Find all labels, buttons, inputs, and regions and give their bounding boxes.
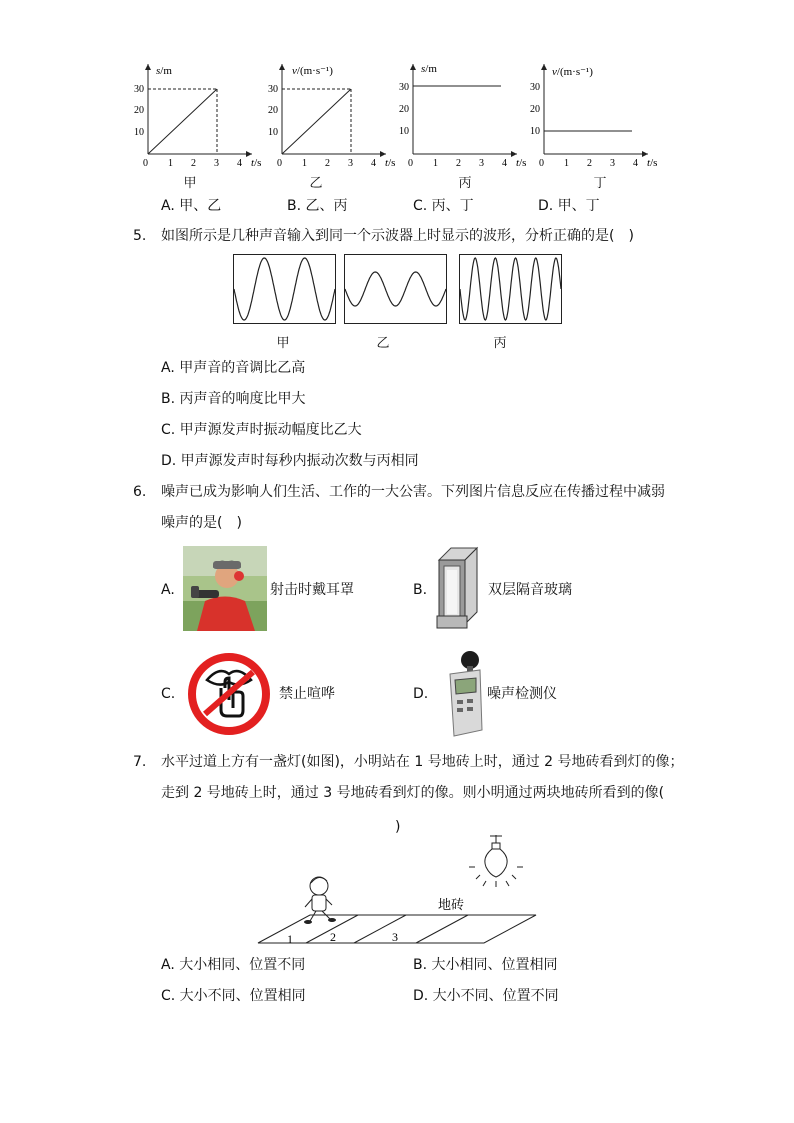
q5-option-d[interactable]: D. 甲声源发声时每秒内振动次数与丙相同 — [161, 453, 419, 469]
child-walking-icon — [304, 877, 336, 924]
ytick: 20 — [268, 105, 278, 116]
q6-option-a-letter[interactable]: A. — [161, 582, 175, 598]
sound-level-meter-icon — [436, 650, 486, 740]
svg-text:t/s — [251, 157, 261, 169]
ytick: 20 — [134, 105, 144, 116]
q6-number: 6. — [133, 484, 147, 500]
q5-number: 5. — [133, 228, 147, 244]
wave-label-yi: 乙 — [376, 336, 390, 351]
q6-option-d-letter[interactable]: D. — [413, 686, 429, 702]
ytick: 10 — [530, 126, 540, 137]
svg-text:v/(m·s⁻¹) — [552, 66, 593, 78]
xtick: 0 — [277, 158, 282, 169]
graph-label-yi: 乙 — [309, 176, 323, 191]
q4-graphs — [130, 58, 670, 188]
xtick: 2 — [456, 158, 461, 169]
svg-text:s/m — [156, 65, 172, 77]
graph-label-jia: 甲 — [183, 176, 197, 191]
graph-bing — [399, 63, 526, 169]
ylabel-var: s — [421, 63, 426, 75]
q6-option-b-letter[interactable]: B. — [413, 582, 428, 598]
xlabel-unit: /s — [388, 157, 396, 169]
q4-option-d[interactable]: D. 甲、丁 — [538, 198, 600, 214]
q4-option-b[interactable]: B. 乙、丙 — [287, 198, 348, 214]
xlabel-var: t — [385, 157, 389, 169]
tile-number: 1 — [287, 932, 293, 946]
xtick: 2 — [325, 158, 330, 169]
xlabel-var: t — [516, 157, 520, 169]
q5-option-b[interactable]: B. 丙声音的响度比甲大 — [161, 391, 306, 407]
q5-option-a[interactable]: A. 甲声音的音调比乙高 — [161, 360, 306, 376]
floor-tile-label: 地砖 — [438, 897, 465, 912]
ytick: 20 — [399, 104, 409, 115]
q4-option-a[interactable]: A. 甲、乙 — [161, 198, 222, 214]
no-noise-sign-icon — [185, 652, 273, 736]
ylabel-var: s — [156, 65, 161, 77]
wave-label-bing: 丙 — [493, 336, 507, 351]
q6-option-b-text[interactable]: 双层隔音玻璃 — [488, 582, 572, 598]
q7-stem-line1: 水平过道上方有一盏灯(如图)，小明站在 1 号地砖上时，通过 2 号地砖看到灯的像； — [161, 754, 684, 770]
graph-label-ding: 丁 — [593, 176, 607, 191]
shooter-earmuffs-photo — [183, 546, 267, 631]
xlabel-var: t — [647, 157, 651, 169]
q4-option-c[interactable]: C. 丙、丁 — [413, 198, 474, 214]
xtick: 1 — [433, 158, 438, 169]
xlabel-var: t — [251, 157, 255, 169]
graph-label-bing: 丙 — [458, 176, 472, 191]
graph-yi — [268, 64, 395, 169]
ylabel-var: v — [292, 65, 297, 77]
tile-number: 2 — [330, 930, 336, 944]
xtick: 3 — [610, 158, 615, 169]
xtick: 3 — [479, 158, 484, 169]
svg-text:s/m — [421, 63, 437, 75]
ytick: 10 — [134, 127, 144, 138]
ytick: 20 — [530, 104, 540, 115]
xtick: 1 — [302, 158, 307, 169]
ytick: 10 — [268, 127, 278, 138]
wave-label-jia: 甲 — [276, 336, 290, 351]
q7-option-b[interactable]: B. 大小相同、位置相同 — [413, 957, 558, 973]
double-glazed-window-icon — [433, 546, 483, 631]
xtick: 2 — [191, 158, 196, 169]
q5-stem: 如图所示是几种声音输入到同一个示波器上时显示的波形，分析正确的是( ) — [161, 228, 634, 244]
ytick: 30 — [268, 84, 278, 95]
xlabel-unit: /s — [650, 157, 658, 169]
q7-number: 7. — [133, 754, 147, 770]
q7-option-c[interactable]: C. 大小不同、位置相同 — [161, 988, 306, 1004]
xtick: 4 — [633, 158, 638, 169]
lamp-icon — [469, 835, 523, 887]
xlabel-unit: /s — [254, 157, 262, 169]
q7-stem-line2: 走到 2 号地砖上时，通过 3 号地砖看到灯的像。则小明通过两块地砖所看到的像( — [161, 785, 665, 801]
ylabel-unit: /m — [160, 65, 172, 77]
xtick: 0 — [539, 158, 544, 169]
q6-option-d-text[interactable]: 噪声检测仪 — [487, 686, 557, 702]
q6-option-c-letter[interactable]: C. — [161, 686, 176, 702]
xtick: 1 — [168, 158, 173, 169]
q6-option-a-text[interactable]: 射击时戴耳罩 — [270, 582, 354, 598]
xtick: 1 — [564, 158, 569, 169]
ylabel-unit: /(m·s⁻¹) — [296, 65, 333, 77]
ytick: 30 — [530, 82, 540, 93]
q7-stem-line3: ) — [395, 819, 401, 835]
q6-option-c-text[interactable]: 禁止喧哗 — [279, 686, 335, 702]
xtick: 4 — [237, 158, 242, 169]
xtick: 4 — [502, 158, 507, 169]
ylabel-unit: /(m·s⁻¹) — [556, 66, 593, 78]
ylabel-var: v — [552, 66, 557, 78]
xtick: 4 — [371, 158, 376, 169]
svg-text:t/s — [647, 157, 657, 169]
q6-stem-line1: 噪声已成为影响人们生活、工作的一大公害。下列图片信息反应在传播过程中减弱 — [161, 484, 665, 500]
xtick: 0 — [408, 158, 413, 169]
xtick: 2 — [587, 158, 592, 169]
ytick: 10 — [399, 126, 409, 137]
ytick: 30 — [399, 82, 409, 93]
xtick: 0 — [143, 158, 148, 169]
tile-number: 3 — [392, 930, 398, 944]
xlabel-unit: /s — [519, 157, 527, 169]
xtick: 3 — [348, 158, 353, 169]
q7-option-d[interactable]: D. 大小不同、位置不同 — [413, 988, 559, 1004]
q5-waveforms — [233, 254, 563, 326]
q7-option-a[interactable]: A. 大小相同、位置不同 — [161, 957, 306, 973]
q5-option-c[interactable]: C. 甲声源发声时振动幅度比乙大 — [161, 422, 362, 438]
ylabel-unit: /m — [425, 63, 437, 75]
graph-jia — [134, 64, 261, 169]
svg-text:v/(m·s⁻¹) — [292, 65, 333, 77]
graph-ding — [530, 64, 657, 169]
q6-stem-line2: 噪声的是( ) — [161, 515, 242, 531]
svg-text:t/s — [516, 157, 526, 169]
hallway-diagram — [250, 833, 550, 951]
ytick: 30 — [134, 84, 144, 95]
svg-text:t/s — [385, 157, 395, 169]
xtick: 3 — [214, 158, 219, 169]
